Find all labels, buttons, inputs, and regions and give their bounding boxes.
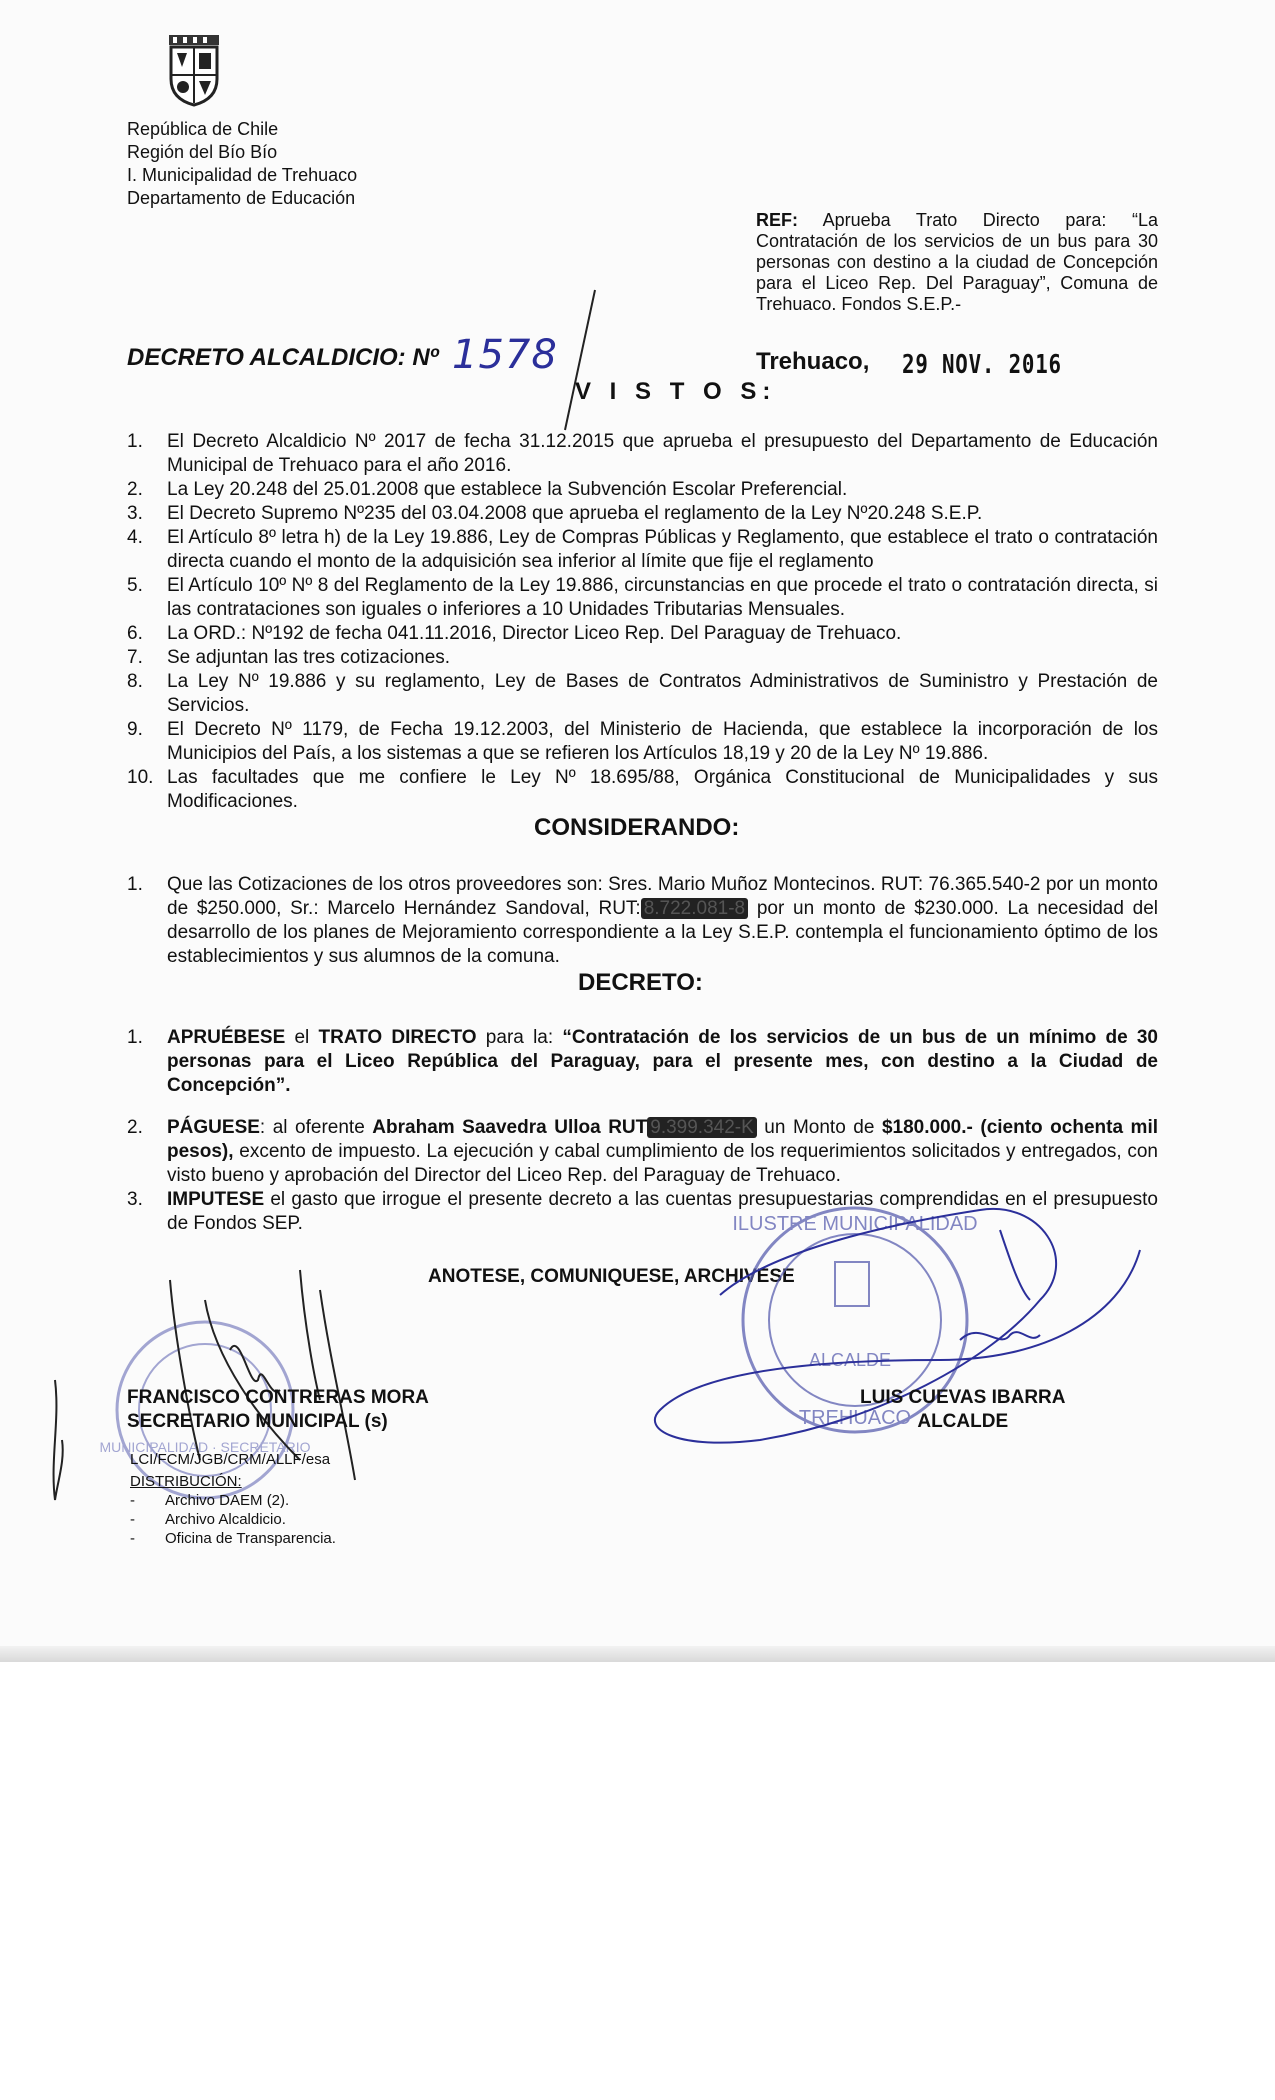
distribution-text: Archivo Alcaldicio.	[165, 1511, 286, 1528]
distribution-block	[130, 1472, 336, 1548]
list-item	[127, 1026, 1158, 1098]
item-text: La ORD.: Nº192 de fecha 041.11.2016, Director Liceo Rep. Del Paraguay de Trehuaco.	[167, 623, 902, 644]
redacted-rut: 8.722.081-8	[641, 898, 748, 919]
item-text: El Artículo 8º letra h) de la Ley 19.886, Ley de Compras Públicas y Reglamento, que establece el trato o contratación directa cuando el monto de la adquisición sea inferior al límite que fije el reglamento	[167, 527, 1158, 572]
right-stamp-top: ILUSTRE MUNICIPALIDAD	[732, 1213, 978, 1235]
distribution-text: Archivo DAEM (2).	[165, 1492, 290, 1509]
item-number: 1.	[127, 431, 143, 452]
distribution-text: Oficina de Transparencia.	[165, 1530, 336, 1547]
item-number: 3.	[127, 503, 143, 524]
page-edge	[0, 1646, 1275, 1662]
item-text: El Decreto Alcaldicio Nº 2017 de fecha 31.12.2015 que aprueba el presupuesto del Departamento de Educación Municipal de Trehuaco para el año 2016.	[167, 431, 1158, 476]
letterhead-line: Región del Bío Bío	[127, 142, 278, 162]
bullet: -	[130, 1511, 135, 1528]
item-bold: APRUÉBESE	[167, 1027, 286, 1048]
redacted-rut: 9.399.342-K	[647, 1117, 757, 1138]
item-number: 2.	[127, 1117, 143, 1138]
distribution-item	[130, 1510, 336, 1529]
letterhead-line: I. Municipalidad de Trehuaco	[127, 165, 358, 185]
item-bold: IMPUTESE	[167, 1189, 265, 1210]
list-item	[127, 478, 1158, 502]
mayor-title: ALCALDE	[917, 1411, 1009, 1432]
mayor-name: LUIS CUEVAS IBARRA	[860, 1387, 1066, 1408]
decree-number-handwritten: 1578	[452, 332, 558, 378]
item-bold: TRATO DIRECTO	[318, 1027, 477, 1048]
item-bold: PÁGUESE	[167, 1117, 260, 1138]
list-item	[127, 718, 1158, 766]
item-number: 7.	[127, 647, 143, 668]
item-text: el gasto que irrogue el presente decreto a las cuentas presupuestarias comprendidas en el presupuesto de Fondos SEP.	[167, 1189, 1158, 1234]
item-text: El Artículo 10º Nº 8 del Reglamento de la Ley 19.886, circunstancias en que procede el trato o contratación directa, si las contrataciones son iguales o inferiores a 10 Unidades Tributarias Mensuales.	[167, 575, 1158, 620]
item-number: 1.	[127, 874, 143, 895]
letterhead	[127, 118, 357, 210]
item-number: 6.	[127, 623, 143, 644]
item-text: por un monto de $230.000. La necesidad del desarrollo de los planes de Mejoramiento correspondiente a la Ley S.E.P. contempla el funcionamiento óptimo de los establecimientos y sus alumnos de la comuna.	[167, 898, 1158, 967]
secretary-title: SECRETARIO MUNICIPAL (s)	[127, 1411, 388, 1432]
item-number: 4.	[127, 527, 143, 548]
list-item	[127, 670, 1158, 718]
list-item	[127, 574, 1158, 622]
item-text: el	[285, 1027, 319, 1048]
right-stamp-bottom: TREHUACO	[798, 1407, 912, 1429]
secretary-name: FRANCISCO CONTRERAS MORA	[127, 1387, 429, 1408]
item-text: El Decreto Nº 1179, de Fecha 19.12.2003, del Ministerio de Hacienda, que establece la incorporación de los Municipios del País, a los sistemas a que se refieren los Artículos 18,19 y 20 de la Ley Nº 19.886.	[167, 719, 1158, 764]
item-text: La Ley Nº 19.886 y su reglamento, Ley de Bases de Contratos Administrativos de Suministro y Prestación de Servicios.	[167, 671, 1158, 716]
item-number: 10.	[127, 767, 154, 788]
decree-number-label: DECRETO ALCALDICIO: Nº	[127, 344, 439, 371]
decreto-heading: DECRETO:	[578, 969, 703, 996]
list-item	[127, 1116, 1158, 1188]
responsible-initials: LCI/FCM/JGB/CRM/ALLF/esa	[130, 1451, 331, 1468]
secretary-signature-block	[127, 1386, 429, 1434]
considerando-heading: CONSIDERANDO:	[534, 814, 740, 841]
item-text: : al oferente	[259, 1117, 373, 1138]
spacer	[127, 1098, 1158, 1116]
list-item	[127, 430, 1158, 478]
list-item	[127, 502, 1158, 526]
item-number: 9.	[127, 719, 143, 740]
letterhead-line: Departamento de Educación	[127, 188, 356, 208]
closing-formula: ANOTESE, COMUNIQUESE, ARCHIVESE	[428, 1266, 795, 1287]
item-text: El Decreto Supremo Nº235 del 03.04.2008 que aprueba el reglamento de la Ley Nº20.248 S.E.P.	[167, 503, 983, 524]
list-item	[127, 646, 1158, 670]
reference-block	[756, 210, 1158, 315]
item-text: Que las Cotizaciones de los otros proveedores son: Sres. Mario Muñoz Montecinos. RUT: 76.365.540-2 por un monto de $250.000, Sr.: Marcelo Hernández Sandoval, RUT:	[167, 874, 1158, 919]
item-text: un Monto de	[756, 1117, 882, 1138]
item-text: Las facultades que me confiere le Ley Nº 18.695/88, Orgánica Constitucional de Municipalidades y sus Modificaciones.	[167, 767, 1158, 812]
distribution-title: DISTRIBUCIÓN:	[130, 1473, 242, 1490]
municipal-coat-of-arms-icon	[165, 33, 223, 107]
bullet: -	[130, 1530, 135, 1547]
item-text: Se adjuntan las tres cotizaciones.	[167, 647, 451, 668]
item-number: 1.	[127, 1027, 143, 1048]
bullet: -	[130, 1492, 135, 1509]
item-bold: Abraham Saavedra Ulloa RUT	[372, 1117, 648, 1138]
left-stamp-text: MUNICIPALIDAD · SECRETARIO	[99, 1439, 311, 1455]
list-item	[127, 622, 1158, 646]
item-bold: “Contratación de los servicios de un bus de un mínimo de 30 personas para el Liceo República del Paraguay, para el presente mes, con destino a la Ciudad de Concepción”.	[167, 1027, 1158, 1096]
decree-date-stamp: 29 NOV. 2016	[902, 350, 1062, 380]
item-number: 5.	[127, 575, 143, 596]
ref-label: REF:	[756, 210, 798, 230]
decreto-list	[127, 1026, 1158, 1236]
distribution-item	[130, 1491, 336, 1510]
distribution-item	[130, 1529, 336, 1548]
list-item	[127, 873, 1158, 969]
item-number: 3.	[127, 1189, 143, 1210]
ref-text: Aprueba Trato Directo para: “La Contratación de los servicios de un bus para 30 personas con destino a la ciudad de Concepción para el Liceo Rep. Del Paraguay”, Comuna de Trehuaco. Fondos S.E.P.-	[756, 210, 1158, 314]
item-bold: $180.000.- (ciento ochenta mil pesos),	[167, 1117, 1158, 1162]
item-text: La Ley 20.248 del 25.01.2008 que establece la Subvención Escolar Preferencial.	[167, 479, 848, 500]
vistos-list	[127, 430, 1158, 814]
list-item	[127, 526, 1158, 574]
item-text: excento de impuesto. La ejecución y cabal cumplimiento de los requerimientos solicitados y entregados, con visto bueno y aprobación del Director del Liceo Rep. del Paraguay de Trehuaco.	[167, 1141, 1158, 1186]
considerando-list	[127, 873, 1158, 969]
right-stamp-center: ALCALDE	[808, 1350, 892, 1370]
vistos-heading: V I S T O S:	[575, 378, 777, 405]
list-item	[127, 1188, 1158, 1236]
decree-place: Trehuaco,	[756, 348, 870, 375]
list-item	[127, 766, 1158, 814]
mayor-signature-block	[860, 1386, 1066, 1434]
letterhead-line: República de Chile	[127, 119, 279, 139]
item-text: para la:	[476, 1027, 563, 1048]
item-number: 2.	[127, 479, 143, 500]
item-number: 8.	[127, 671, 143, 692]
